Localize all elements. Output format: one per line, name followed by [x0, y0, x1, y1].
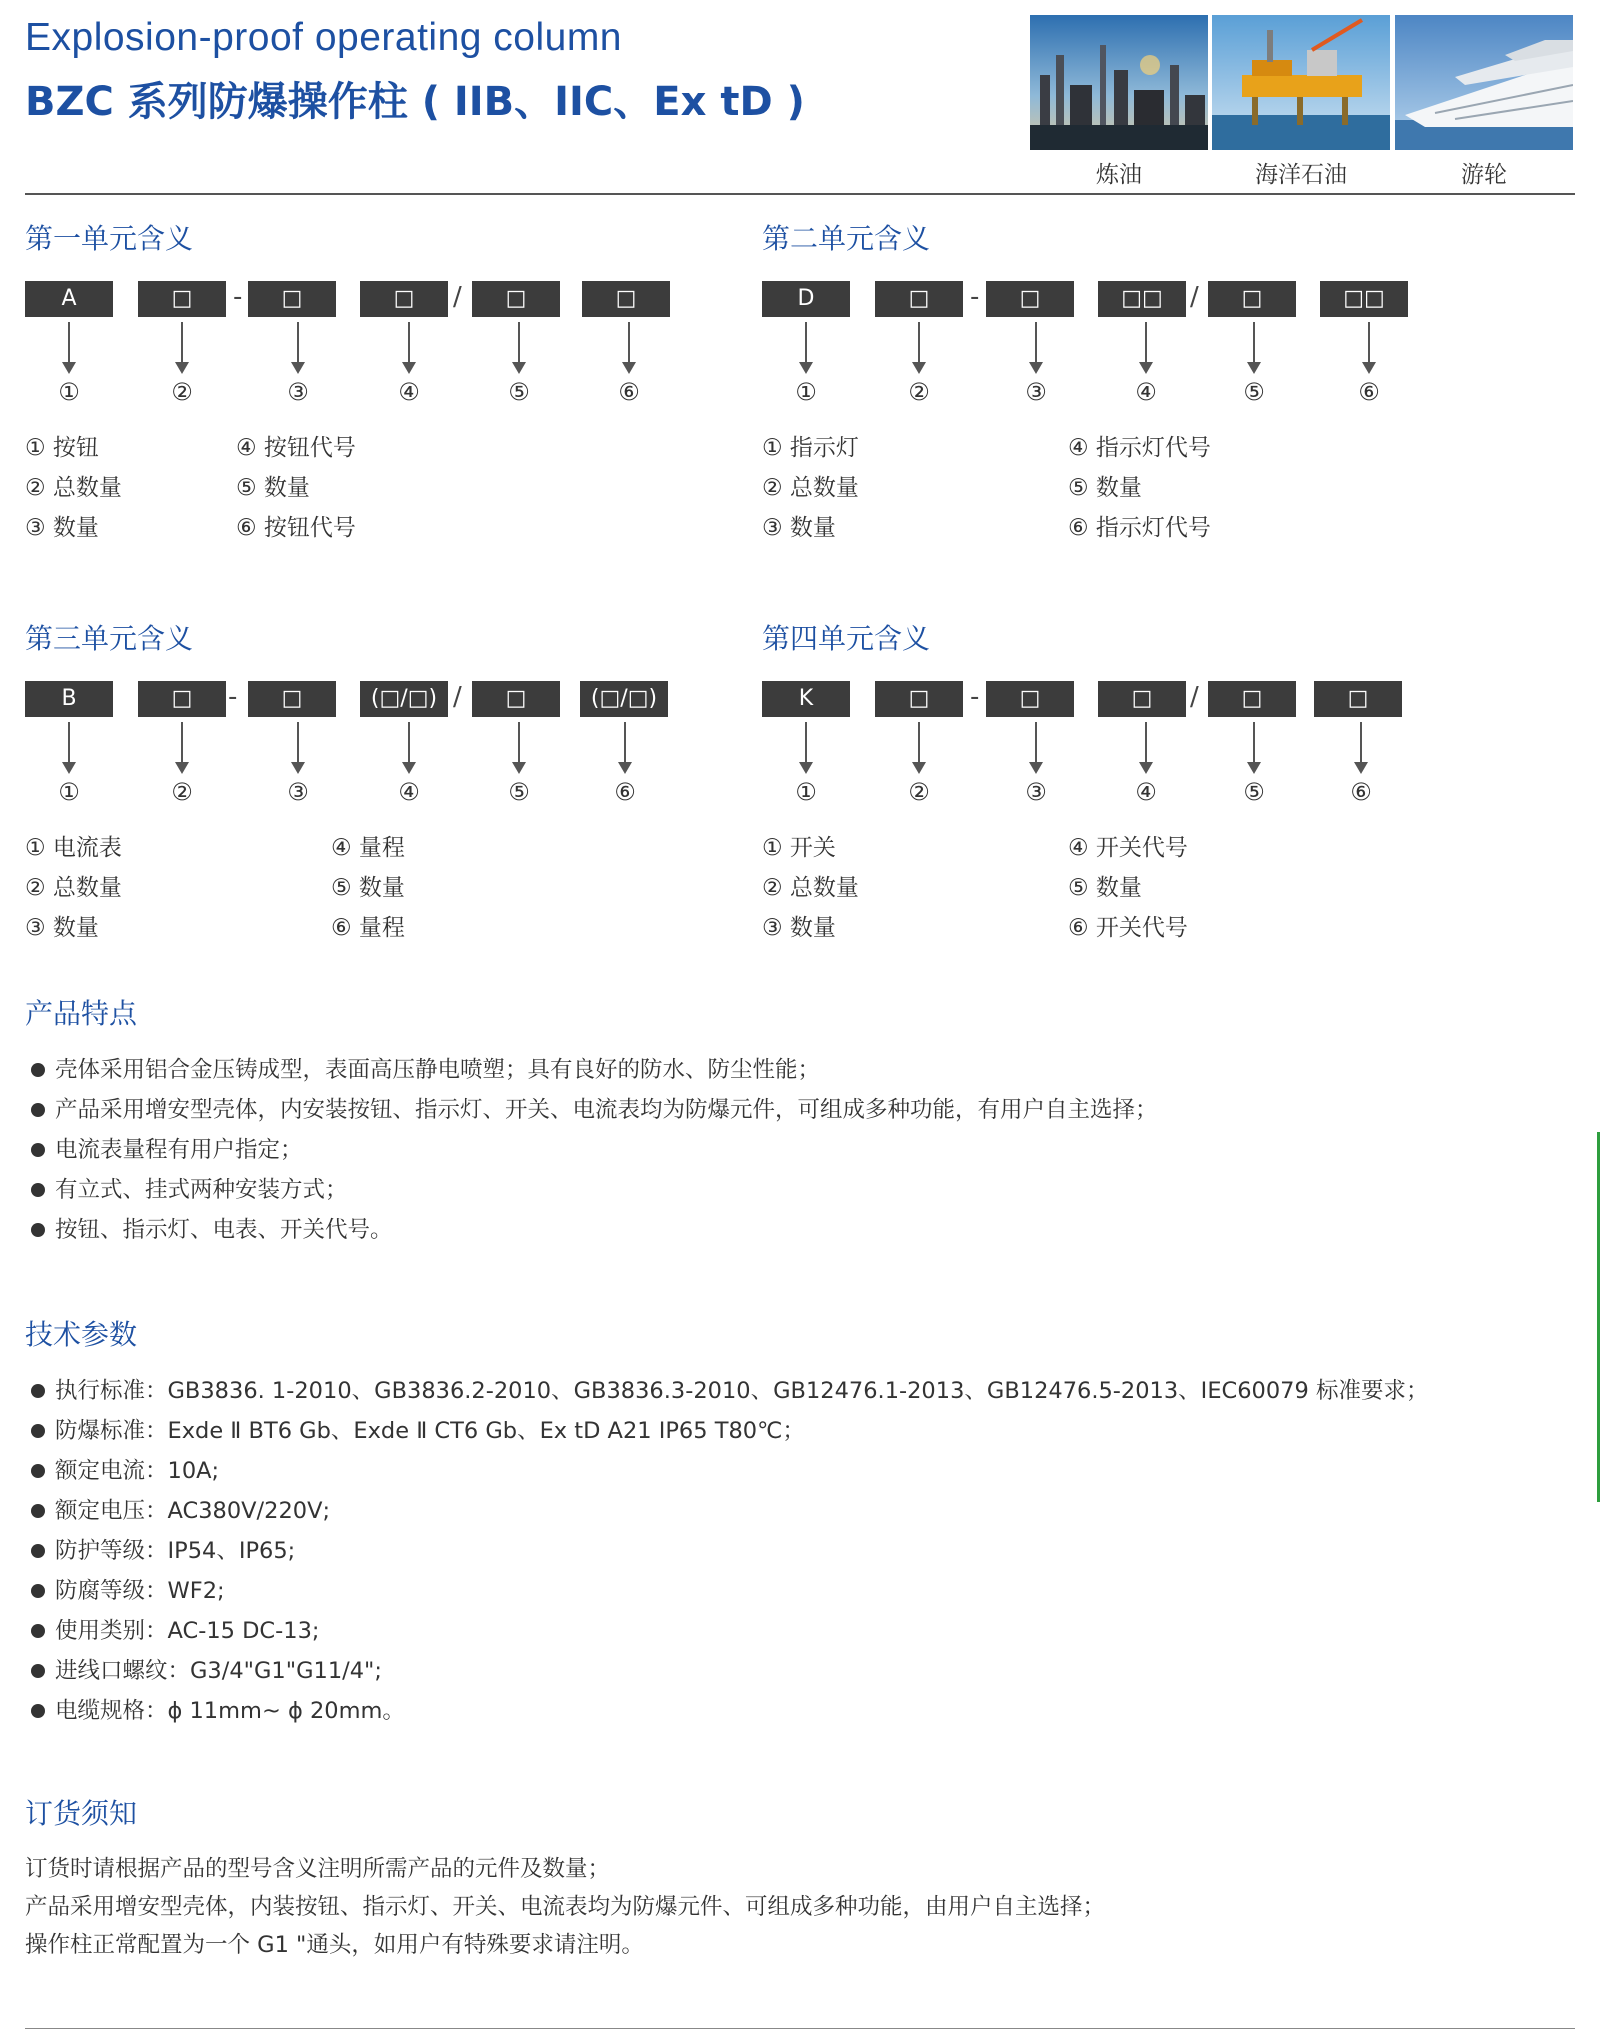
unit1-code-box: □: [138, 281, 226, 317]
list-item: 电缆规格：ϕ 11mm~ ϕ 20mm。: [25, 1691, 1428, 1731]
unit2-legend-item: ⑤ 数量: [1068, 475, 1142, 501]
list-item: 额定电压：AC380V/220V;: [25, 1491, 1428, 1531]
down-arrow-icon: [624, 722, 626, 772]
unit1-code-box: □: [472, 281, 560, 317]
offshore-platform-photo: [1212, 15, 1390, 150]
ordering-line: 操作柱正常配置为一个 G1 "通头，如用户有特殊要求请注明。: [25, 1932, 644, 1958]
unit4-legend-item: ⑤ 数量: [1068, 875, 1142, 901]
unit2-code-box: □□: [1098, 281, 1186, 317]
list-item: 进线口螺纹：G3/4"G1"G11/4";: [25, 1651, 1428, 1691]
down-arrow-icon: [1035, 322, 1037, 372]
unit1-code-box: □: [360, 281, 448, 317]
unit2-code-box: □: [1208, 281, 1296, 317]
bullet-icon: [31, 1424, 45, 1438]
down-arrow-icon: [918, 722, 920, 772]
bullet-icon: [31, 1223, 45, 1237]
page-title-en: Explosion-proof operating column: [25, 16, 623, 59]
specs-list: [25, 1371, 1428, 1731]
unit3-legend-item: ⑥ 量程: [331, 915, 405, 941]
unit1-legend-item: ③ 数量: [25, 515, 99, 541]
ordering-line: 产品采用增安型壳体，内装按钮、指示灯、开关、电流表均为防爆元件、可组成多种功能，由用户自主选择；: [25, 1894, 1106, 1920]
unit1-index: ⑥: [618, 378, 640, 406]
unit4-legend-item: ⑥ 开关代号: [1068, 915, 1188, 941]
unit3-index: ⑤: [508, 778, 530, 806]
unit4-separator-dash: -: [970, 682, 980, 712]
unit1-code-box: □: [248, 281, 336, 317]
bullet-icon: [31, 1384, 45, 1398]
unit4-code-box: □: [1208, 681, 1296, 717]
unit4-index: ④: [1135, 778, 1157, 806]
unit3-index: ②: [171, 778, 193, 806]
list-item: 壳体采用铝合金压铸成型，表面高压静电喷塑；具有良好的防水、防尘性能；: [25, 1050, 1158, 1090]
unit2-separator-dash: -: [970, 282, 980, 312]
unit1-legend-item: ⑥ 按钮代号: [236, 515, 356, 541]
down-arrow-icon: [1253, 722, 1255, 772]
unit4-index: ③: [1025, 778, 1047, 806]
unit1-code-box: A: [25, 281, 113, 317]
down-arrow-icon: [68, 722, 70, 772]
unit3-heading: 第三单元含义: [25, 622, 194, 655]
unit3-separator-dash: -: [228, 682, 238, 712]
unit4-index: ②: [908, 778, 930, 806]
unit2-code-box: □: [986, 281, 1074, 317]
unit4-code-box: □: [1098, 681, 1186, 717]
unit3-index: ①: [58, 778, 80, 806]
unit2-legend-item: ③ 数量: [762, 515, 836, 541]
down-arrow-icon: [408, 722, 410, 772]
unit2-legend-item: ① 指示灯: [762, 435, 859, 461]
unit2-heading: 第二单元含义: [762, 222, 931, 255]
unit3-code-box: □: [472, 681, 560, 717]
unit2-code-box: D: [762, 281, 850, 317]
down-arrow-icon: [918, 322, 920, 372]
unit3-index: ③: [287, 778, 309, 806]
unit1-separator-slash: /: [453, 282, 462, 312]
unit1-index: ①: [58, 378, 80, 406]
unit2-index: ⑤: [1243, 378, 1265, 406]
unit1-legend-item: ① 按钮: [25, 435, 99, 461]
unit1-index: ②: [171, 378, 193, 406]
unit3-separator-slash: /: [453, 682, 462, 712]
unit3-index: ④: [398, 778, 420, 806]
unit2-code-box: □□: [1320, 281, 1408, 317]
bullet-icon: [31, 1143, 45, 1157]
list-item: 按钮、指示灯、电表、开关代号。: [25, 1210, 1158, 1250]
unit1-index: ⑤: [508, 378, 530, 406]
down-arrow-icon: [518, 322, 520, 372]
list-item: 防护等级：IP54、IP65;: [25, 1531, 1428, 1571]
list-item: 额定电流：10A;: [25, 1451, 1428, 1491]
unit1-legend-item: ② 总数量: [25, 475, 122, 501]
bullet-icon: [31, 1103, 45, 1117]
features-heading: 产品特点: [25, 997, 138, 1030]
refinery-photo: [1030, 15, 1208, 150]
specs-heading: 技术参数: [25, 1318, 138, 1351]
down-arrow-icon: [1368, 322, 1370, 372]
unit4-index: ⑤: [1243, 778, 1265, 806]
unit3-legend-item: ② 总数量: [25, 875, 122, 901]
list-item: 防腐等级：WF2;: [25, 1571, 1428, 1611]
unit4-code-box: □: [1314, 681, 1402, 717]
unit4-legend-item: ③ 数量: [762, 915, 836, 941]
unit4-code-box: K: [762, 681, 850, 717]
unit1-code-box: □: [582, 281, 670, 317]
unit2-index: ④: [1135, 378, 1157, 406]
unit2-legend-item: ④ 指示灯代号: [1068, 435, 1211, 461]
unit1-legend-item: ④ 按钮代号: [236, 435, 356, 461]
unit3-legend-item: ⑤ 数量: [331, 875, 405, 901]
unit2-legend-item: ⑥ 指示灯代号: [1068, 515, 1211, 541]
unit4-legend-item: ④ 开关代号: [1068, 835, 1188, 861]
unit1-index: ③: [287, 378, 309, 406]
bullet-icon: [31, 1664, 45, 1678]
down-arrow-icon: [1253, 322, 1255, 372]
down-arrow-icon: [1360, 722, 1362, 772]
down-arrow-icon: [181, 322, 183, 372]
unit2-index: ⑥: [1358, 378, 1380, 406]
bullet-icon: [31, 1624, 45, 1638]
bullet-icon: [31, 1544, 45, 1558]
bullet-icon: [31, 1063, 45, 1077]
list-item: 有立式、挂式两种安装方式；: [25, 1170, 1158, 1210]
unit3-code-box: (□/□): [580, 681, 668, 717]
down-arrow-icon: [805, 322, 807, 372]
down-arrow-icon: [297, 722, 299, 772]
features-list: [25, 1050, 1158, 1250]
unit3-index: ⑥: [614, 778, 636, 806]
footer-divider: [25, 2028, 1575, 2029]
unit4-index: ①: [795, 778, 817, 806]
unit3-code-box: (□/□): [360, 681, 448, 717]
unit2-legend-item: ② 总数量: [762, 475, 859, 501]
unit2-index: ②: [908, 378, 930, 406]
bullet-icon: [31, 1584, 45, 1598]
photo-caption-offshore: 海洋石油: [1255, 162, 1347, 188]
page-title-cn: BZC 系列防爆操作柱 ( IIB、IIC、Ex tD ): [25, 79, 805, 125]
unit2-code-box: □: [875, 281, 963, 317]
photo-caption-cruise: 游轮: [1461, 162, 1507, 188]
list-item: 产品采用增安型壳体，内安装按钮、指示灯、开关、电流表均为防爆元件，可组成多种功能，有用户自主选择；: [25, 1090, 1158, 1130]
unit4-code-box: □: [986, 681, 1074, 717]
unit4-code-box: □: [875, 681, 963, 717]
photo-caption-refinery: 炼油: [1096, 162, 1142, 188]
header-divider: [25, 193, 1575, 195]
bullet-icon: [31, 1504, 45, 1518]
unit3-legend-item: ① 电流表: [25, 835, 122, 861]
list-item: 使用类别：AC-15 DC-13;: [25, 1611, 1428, 1651]
cruise-ship-photo: [1395, 15, 1573, 150]
list-item: 电流表量程有用户指定；: [25, 1130, 1158, 1170]
bullet-icon: [31, 1704, 45, 1718]
down-arrow-icon: [297, 322, 299, 372]
down-arrow-icon: [408, 322, 410, 372]
unit3-code-box: □: [248, 681, 336, 717]
unit3-legend-item: ③ 数量: [25, 915, 99, 941]
unit1-legend-item: ⑤ 数量: [236, 475, 310, 501]
list-item: 防爆标准：Exde Ⅱ BT6 Gb、Exde Ⅱ CT6 Gb、Ex tD A21 IP65 T80℃；: [25, 1411, 1428, 1451]
ordering-line: 订货时请根据产品的型号含义注明所需产品的元件及数量；: [25, 1856, 611, 1882]
down-arrow-icon: [628, 322, 630, 372]
unit2-separator-slash: /: [1190, 282, 1199, 312]
down-arrow-icon: [805, 722, 807, 772]
ordering-notes: [25, 1850, 1105, 1964]
down-arrow-icon: [68, 322, 70, 372]
unit3-legend-item: ④ 量程: [331, 835, 405, 861]
unit3-code-box: □: [138, 681, 226, 717]
down-arrow-icon: [1145, 322, 1147, 372]
unit4-index: ⑥: [1350, 778, 1372, 806]
unit2-index: ③: [1025, 378, 1047, 406]
list-item: 执行标准：GB3836. 1-2010、GB3836.2-2010、GB3836.3-2010、GB12476.1-2013、GB12476.5-2013、IEC60079 标准要求；: [25, 1371, 1428, 1411]
down-arrow-icon: [1145, 722, 1147, 772]
unit4-separator-slash: /: [1190, 682, 1199, 712]
bullet-icon: [31, 1183, 45, 1197]
down-arrow-icon: [1035, 722, 1037, 772]
unit4-heading: 第四单元含义: [762, 622, 931, 655]
unit1-index: ④: [398, 378, 420, 406]
down-arrow-icon: [181, 722, 183, 772]
unit4-legend-item: ② 总数量: [762, 875, 859, 901]
down-arrow-icon: [518, 722, 520, 772]
unit1-heading: 第一单元含义: [25, 222, 194, 255]
unit3-code-box: B: [25, 681, 113, 717]
unit2-index: ①: [795, 378, 817, 406]
ordering-heading: 订货须知: [25, 1797, 138, 1830]
unit4-legend-item: ① 开关: [762, 835, 836, 861]
unit1-separator-dash: -: [233, 282, 243, 312]
bullet-icon: [31, 1464, 45, 1478]
